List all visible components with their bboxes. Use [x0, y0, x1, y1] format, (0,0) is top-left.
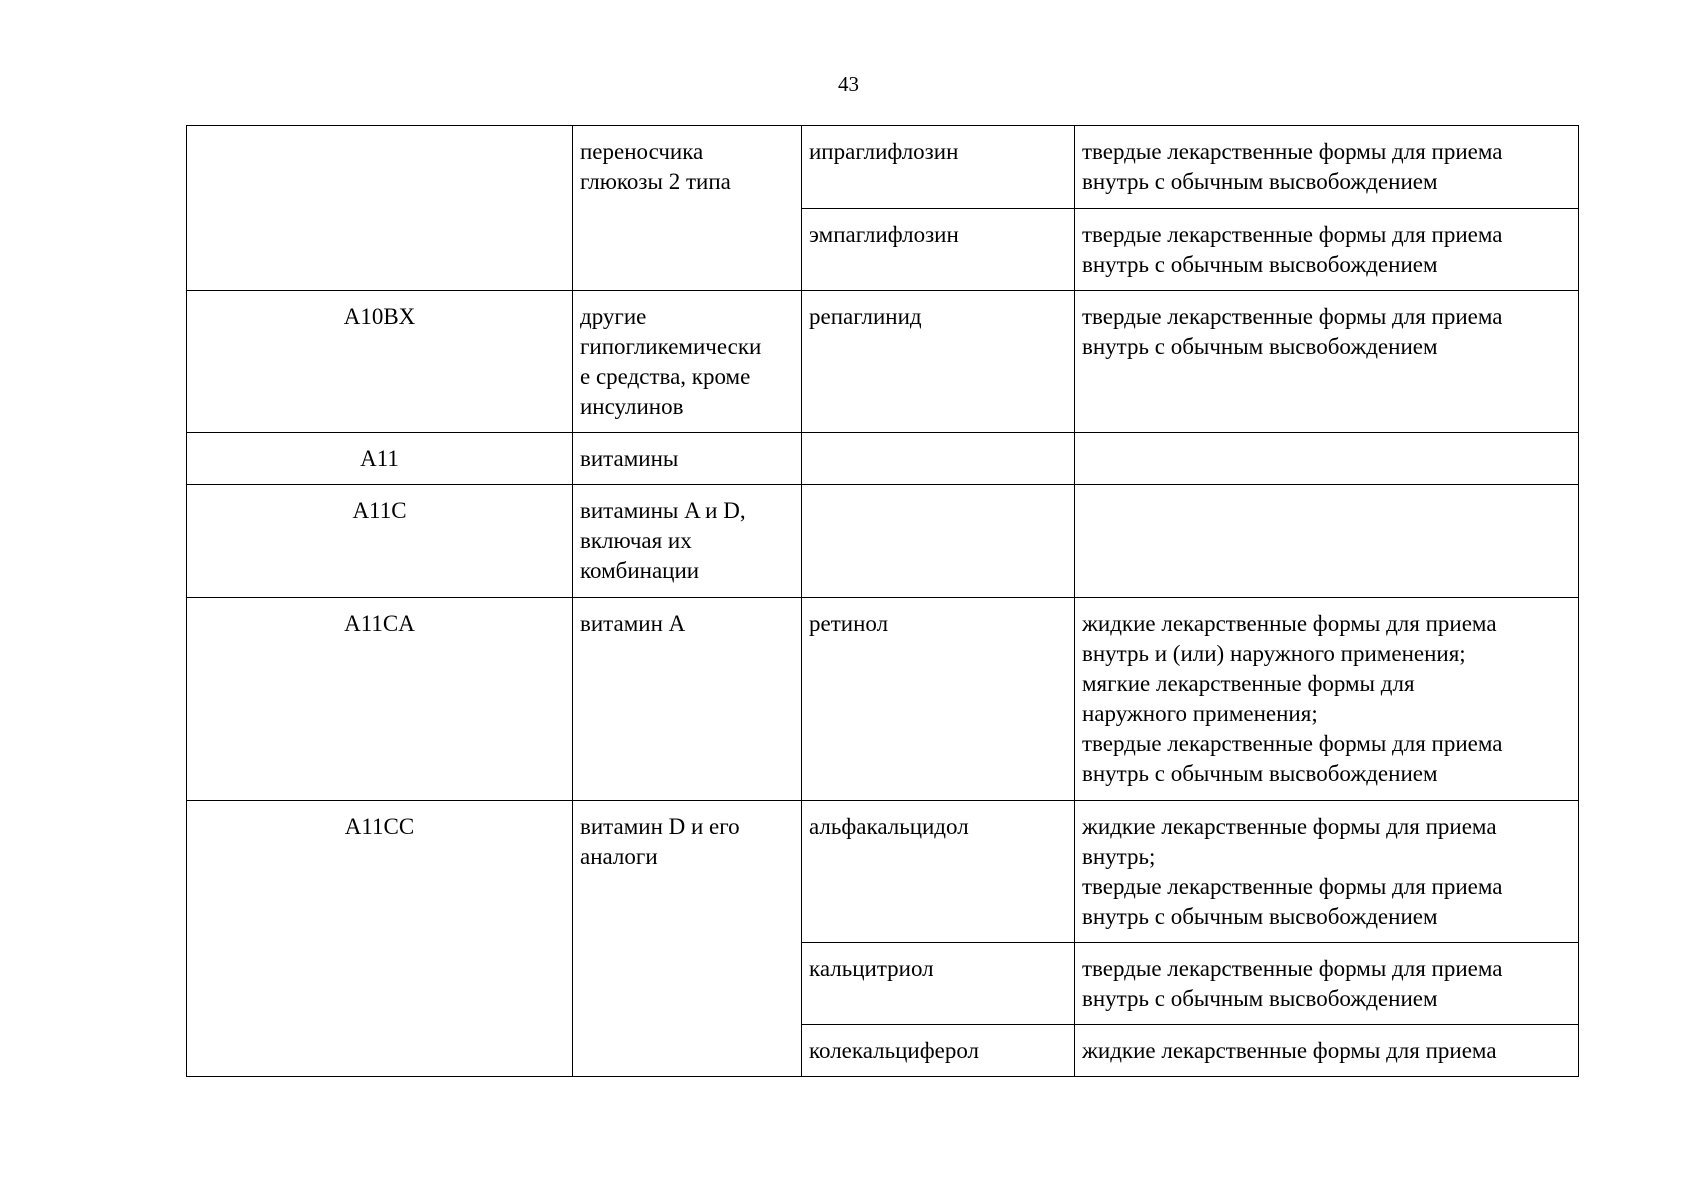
table-row [187, 433, 1579, 485]
dosage-form-cell: твердые лекарственные формы для приема внутрь с обычным высвобождением [1075, 943, 1579, 1025]
drug-name-cell: колекальциферол [802, 1025, 1075, 1077]
group-cell: витамин A [573, 598, 802, 801]
group-cell: витамины A и D, включая их комбинации [573, 485, 802, 598]
dosage-form-cell: жидкие лекарственные формы для приема внутрь; твердые лекарственные формы для приема внутрь с обычным высвобождением [1075, 801, 1579, 943]
group-text: переносчика [580, 139, 704, 164]
group-cell: другие гипогликемически е средства, кроме инсулинов [573, 291, 802, 433]
table-row [187, 801, 1579, 943]
drug-name-cell: альфакальцидол [802, 801, 1075, 943]
atc-code-cell: A10BX [187, 291, 573, 433]
dosage-form-cell: жидкие лекарственные формы для приема внутрь и (или) наружного применения; мягкие лекарственные формы для наружного применения; твердые лекарственные формы для приема внутрь с обычным высвобождением [1075, 598, 1579, 801]
dosage-form-cell: твердые лекарственные формы для приема внутрь с обычным высвобождением [1075, 209, 1579, 291]
group-cell: витамин D и его аналоги [573, 801, 802, 1077]
atc-code-cell: A11C [187, 485, 573, 598]
drug-name-cell: репаглинид [802, 291, 1075, 433]
dosage-form-cell: твердые лекарственные формы для приема внутрь с обычным высвобождением [1075, 126, 1579, 209]
drug-name-cell: эмпаглифлозин [802, 209, 1075, 291]
group-cell [573, 126, 802, 291]
dosage-form-cell [1075, 485, 1579, 598]
page-number: 43 [838, 72, 859, 96]
table-row [187, 291, 1579, 433]
table-row [187, 485, 1579, 598]
table-row [187, 598, 1579, 801]
dosage-form-cell [1075, 433, 1579, 485]
drug-table [186, 125, 1579, 1077]
drug-name-cell: ретинол [802, 598, 1075, 801]
drug-name-cell: кальцитриол [802, 943, 1075, 1025]
drug-name-cell: ипраглифлозин [802, 126, 1075, 209]
group-cell: витамины [573, 433, 802, 485]
dosage-form-cell: твердые лекарственные формы для приема внутрь с обычным высвобождением [1075, 291, 1579, 433]
atc-code-cell: A11CC [187, 801, 573, 1077]
atc-code-cell: A11 [187, 433, 573, 485]
atc-code-cell: A11CA [187, 598, 573, 801]
atc-code-cell [187, 126, 573, 291]
group-text: глюкозы 2 типа [580, 169, 731, 194]
dosage-form-cell: жидкие лекарственные формы для приема [1075, 1025, 1579, 1077]
table-row [187, 126, 1579, 209]
drug-name-cell [802, 433, 1075, 485]
drug-name-cell [802, 485, 1075, 598]
